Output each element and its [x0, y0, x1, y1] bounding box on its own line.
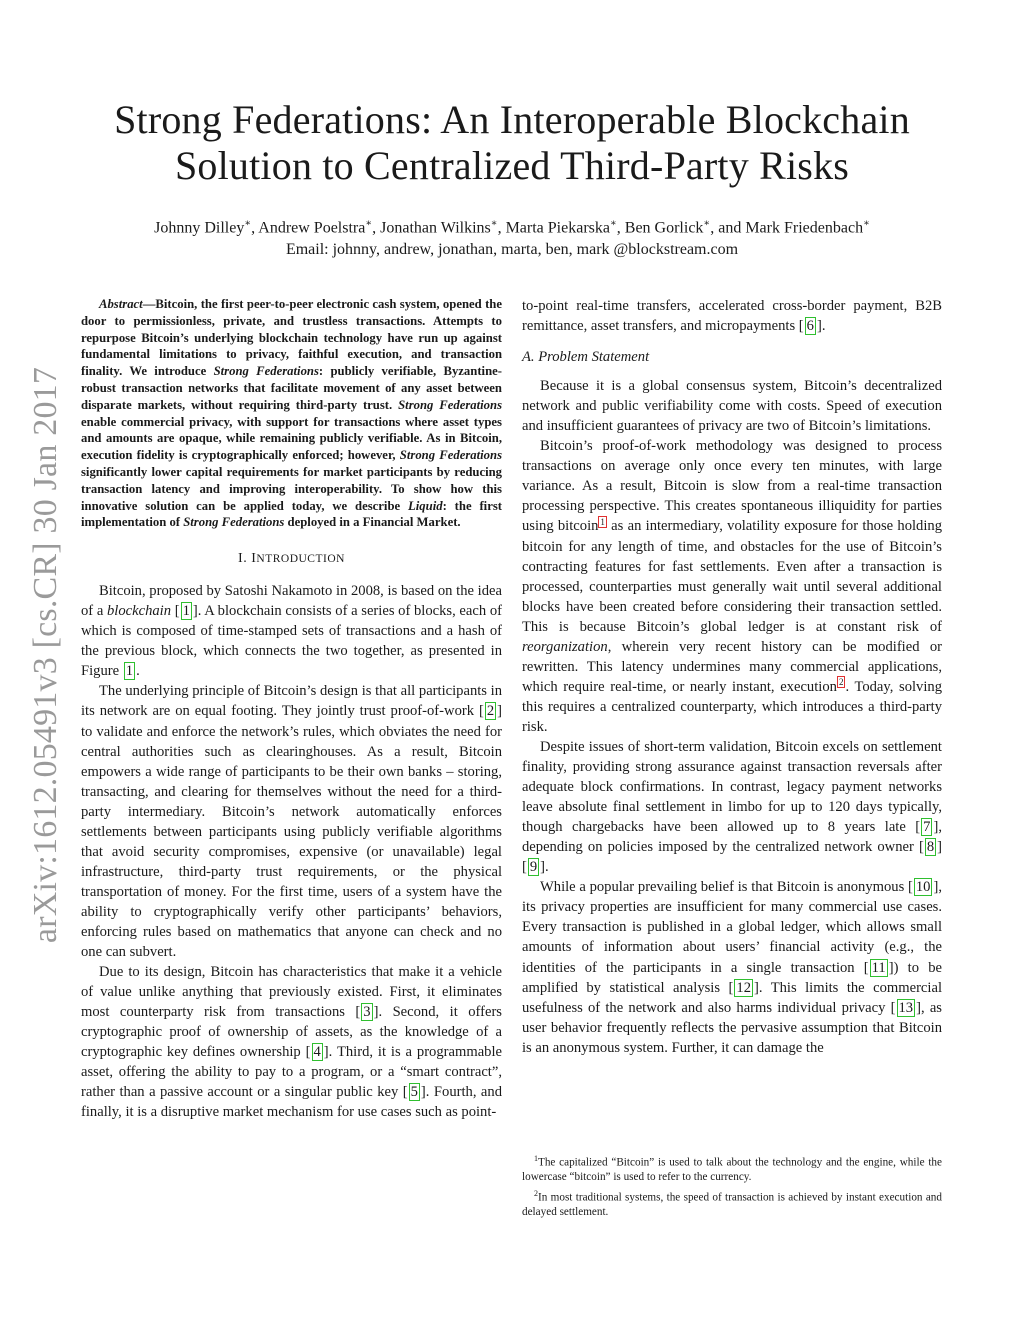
author-mark: ∗: [365, 218, 373, 229]
text-run: , as user behavior frequently reflects the pervasive assumption that Bitcoin is an anonymous system. Further, it can damage the: [522, 999, 942, 1056]
text-run: Bitcoin, proposed by Satoshi Nakamoto in 2008, is based on the idea of a: [81, 583, 502, 620]
abstract-text: Bitcoin, the first peer-to-peer electronic cash system, opened the door to permissionless, private, and trustless transactions. Attempts to repurpose Bitcoin’s underlying blockchain technology have run up against fundamental limitations to privacy, faithful execution, and transaction finality. We introduce: [81, 297, 502, 379]
citation-link[interactable]: 10: [915, 879, 931, 896]
author-mark: ∗: [490, 218, 498, 229]
author-name: Jonathan Wilkins: [380, 219, 491, 237]
citation-link[interactable]: 7: [923, 819, 931, 836]
title-line-2: Solution to Centralized Third-Party Risks: [174, 143, 850, 188]
author-mark: ∗: [703, 218, 711, 229]
citation-link[interactable]: 5: [410, 1084, 418, 1101]
text-run: , its privacy properties are insufficient for many commercial use cases. Every transaction is published in a global ledger, which allows small amounts of information about users’ financial activity (e.g., the identities of the participants in a single transaction: [522, 879, 942, 976]
abstract-text: deployed in a Financial Market.: [284, 515, 461, 530]
text-run: to-point real-time transfers, accelerated cross-border payment, B2B remittance, asset transfers, and micropayments: [522, 298, 942, 335]
paper-title: [90, 97, 934, 189]
text-run: as an intermediary, volatility exposure for those holding bitcoin for any length of time, and obstacles for the use of Bitcoin’s contracting features for fast settlements. Even after a transaction is processed, counterparties must generally wait until several additional blocks have been created before considering their transaction settled. This is because Bitcoin’s global ledger is at constant risk of: [522, 518, 942, 635]
section-heading-introduction: [81, 549, 502, 569]
text-run: .: [545, 859, 549, 876]
author-mark: ∗: [863, 218, 870, 229]
arxiv-identifier: arXiv:1612.05491v3 [cs.CR] 30 Jan 2017: [27, 366, 64, 944]
problem-paragraph-1: Because it is a global consensus system, Bitcoin’s decentralized network and public verifiability come with costs. Speed of execution and insufficient guarantees of privacy are two of Bitcoin’s limitations.: [522, 378, 942, 435]
abstract-text: enable commercial privacy, with support for transactions where asset types and amounts are opaque, while remaining publicly verifiable. As in Bitcoin, execution fidelity is cryptographically enforced; however,: [81, 414, 502, 463]
footnotes: [522, 1152, 942, 1222]
intro-paragraph-3: Due to its design, Bitcoin has characteristics that make it a vehicle of value unlike anything that previously existed. First, it eliminates most counterparty risk from transactions [ 3 ]. Second, it offers cryptographic proof of ownership of assets, as the knowledge of a cryptographic key defines ownership [ 4 ]. Third, it is a programmable asset, offering the ability to pay to a program, or a “smart contract”, rather than a passive account or a singular public key [ 5 ]. Fourth, and finally, it is a disruptive market mechanism for use cases such as point-: [81, 964, 503, 1121]
text-run: While a popular prevailing belief is that Bitcoin is anonymous: [540, 879, 908, 896]
author-name: Marta Piekarska: [505, 219, 610, 237]
text-run: . Fourth, and finally, it is a disruptive market mechanism for use cases such as point-: [81, 1084, 503, 1121]
right-column: [522, 296, 942, 1058]
footnote-1: [522, 1152, 942, 1185]
text-run: . Third, it is a programmable asset, offering the ability to pay to a program, or a “smart contract”, rather than a passive account or a singular public key: [81, 1044, 502, 1101]
text-run: Bitcoin’s proof-of-work methodology was designed to process transactions on average only once every ten minutes, with large variance. As a result, Bitcoin is slow from a real-time transaction processing perspective. This creates spontaneous illiquidity for parties using bitcoin: [522, 438, 942, 535]
text-run: .: [821, 318, 826, 335]
citation-link[interactable]: 4: [313, 1044, 321, 1061]
text-run: to validate and enforce the network’s rules, which obviates the need for central authorities such as clearinghouses. As a result, Bitcoin empowers a wide range of participants to be their own banks – storing, transacting, and clearing for themselves without the need for a third-party intermediary. Bitcoin’s network automatically enforces settlements between participants using publicly verifiable algorithms that avoid security compromises, expensive (or unavailable) legal infrastructure, third-party trust requirements, or the physical transportation of money. For the first time, users of a system have the ability to cryptographically verify other participants’ behaviors, enforcing rules based on mathematics that anyone can check and no one can subvert.: [81, 723, 502, 961]
abstract-emphasis: Strong Federations: [399, 448, 503, 463]
citation-link[interactable]: 3: [363, 1004, 371, 1021]
continued-paragraph: to-point real-time transfers, accelerated cross-border payment, B2B remittance, asset transfers, and micropayments [ 6 ].: [522, 298, 942, 335]
text-run: .: [136, 663, 140, 680]
footnote-2: [522, 1187, 942, 1220]
section-number: I.: [238, 551, 248, 567]
section-title-rest: NTRODUCTION: [256, 553, 345, 566]
author-block: [80, 213, 944, 261]
author-conjunction: and: [718, 219, 742, 237]
abstract-emphasis: Strong Federations: [183, 515, 285, 530]
abstract-emphasis: Strong Federations: [398, 397, 503, 412]
text-run: ) to be amplified by statistical analysis: [522, 959, 942, 996]
author-mark: ∗: [609, 218, 617, 229]
left-column: [81, 296, 502, 1122]
footnote-link[interactable]: 1: [600, 516, 605, 527]
abstract-emphasis: Strong Federations: [213, 364, 319, 379]
text-run: The underlying principle of Bitcoin’s design is that all participants in its network are on equal footing. They jointly trust proof-of-work: [81, 683, 502, 720]
footnote-link[interactable]: 2: [838, 676, 844, 687]
figure-link[interactable]: 1: [125, 663, 134, 680]
problem-paragraph-4: While a popular prevailing belief is that Bitcoin is anonymous [ 10 ], its privacy properties are insufficient for many commercial use cases. Every transaction is published in a global ledger, which allows small amounts of information about users’ financial activity (e.g., the identities of the participants in a single transaction [ 11 ]) to be amplified by statistical analysis [ 12 ]. This limits the commercial usefulness of the network and also harms individual privacy [ 13 ], as user behavior frequently reflects the pervasive assumption that Bitcoin is an anonymous system. Further, it can damage the: [522, 879, 942, 1056]
abstract: [81, 296, 502, 531]
italic-term: blockchain: [107, 603, 172, 620]
footnote-number: 2: [534, 1188, 538, 1198]
citation-link[interactable]: 12: [736, 979, 751, 996]
author-name: Mark Friedenbach: [745, 219, 864, 237]
text-run: Due to its design, Bitcoin has characteristics that make it a vehicle of value unlike anything that previously existed. First, it eliminates most counterparty risk from transactions: [81, 964, 502, 1021]
author-name: Johnny Dilley: [154, 219, 245, 237]
abstract-emphasis: Liquid: [408, 498, 443, 513]
problem-paragraph-2: [522, 436, 942, 737]
text-run: , wherein very recent history can be modified or rewritten. This latency undermines many commercial applications, which require real-time, or nearly instant, execution: [522, 638, 942, 695]
intro-paragraph-1: Bitcoin, proposed by Satoshi Nakamoto in 2008, is based on the idea of a blockchain [ 1 ]. A blockchain consists of a series of blocks, each of which is composed of time-stamped sets of transactions and a hash of the previous block, which connects the two together, as presented in Figure 1 .: [81, 583, 502, 680]
text-run: . This limits the commercial usefulness of the network and also harms individual privacy: [522, 979, 942, 1016]
italic-term: reorganization: [522, 638, 608, 655]
subsection-heading-problem-statement: A. Problem Statement: [522, 349, 650, 366]
author-name: Ben Gorlick: [624, 219, 704, 237]
abstract-text: : the first implementation of: [81, 498, 502, 530]
text-run: Despite issues of short-term validation, Bitcoin excels on settlement finality, providing strong assurance against transaction reversals after adequate block confirmations. In contrast, legacy payment networks leave absolute final settlement in limbo for up to 120 days typically, though chargebacks have been allowed up to 8 years late: [522, 738, 942, 836]
text-run: , depending on policies imposed by the centralized network owner: [522, 819, 942, 856]
arxiv-sidebar: [2, 360, 90, 950]
abstract-dash: —: [142, 297, 156, 311]
citation-link[interactable]: 9: [529, 859, 538, 876]
text-run: . Second, it offers cryptographic proof of ownership of assets, as the knowledge of a cryptographic key defines ownership: [81, 1004, 502, 1061]
author-name: Andrew Poelstra: [258, 219, 366, 237]
abstract-label: Abstract: [99, 297, 143, 311]
footnote-text: The capitalized “Bitcoin” is used to talk about the technology and the engine, while the lowercase “bitcoin” is used to refer to the currency.: [522, 1156, 942, 1184]
footnote-text: In most traditional systems, the speed of transaction is achieved by instant execution and delayed settlement.: [522, 1191, 942, 1219]
citation-link[interactable]: 6: [806, 318, 814, 335]
abstract-text: significantly lower capital requirements for market participants by reducing transaction latency and improving interoperability. To show how this innovative solution can be applied today, we describe: [81, 464, 502, 513]
title-line-1: Strong Federations: An Interoperable Blockchain: [114, 97, 910, 142]
footnote-number: 1: [534, 1154, 538, 1163]
citation-link[interactable]: 8: [926, 839, 935, 856]
section-title-initial: I: [251, 551, 257, 567]
text-run: . Today, solving this requires a centralized counterparty, which introduces a third-party risk.: [522, 678, 942, 735]
citation-link[interactable]: 2: [486, 703, 495, 720]
intro-paragraph-2: The underlying principle of Bitcoin’s design is that all participants in its network are on equal footing. They jointly trust proof-of-work [ 2 ] to validate and enforce the network’s rules, which obviates the need for central authorities such as clearinghouses. As a result, Bitcoin empowers a wide range of participants to be their own banks – storing, transacting, and clearing for themselves without the need for a third-party intermediary. Bitcoin’s network automatically enforces settlements between participants using publicly verifiable algorithms that avoid security compromises, expensive (or unavailable) legal infrastructure, third-party trust requirements, or the physical transportation of money. For the first time, users of a system have the ability to cryptographically verify other participants’ behaviors, enforcing rules based on mathematics that anyone can check and no one can subvert.: [81, 683, 502, 961]
abstract-text: : publicly verifiable, Byzantine-robust transaction networks that facilitate movement of any asset between disparate markets, without requiring third-party trust.: [81, 364, 502, 412]
author-email: Email: johnny, andrew, jonathan, marta, ben, mark @blockstream.com: [285, 241, 739, 259]
citation-link[interactable]: 11: [871, 959, 886, 976]
citation-link[interactable]: 13: [898, 999, 914, 1016]
author-mark: ∗: [244, 218, 252, 229]
problem-paragraph-3: Despite issues of short-term validation, Bitcoin excels on settlement finality, providing strong assurance against transaction reversals after adequate block confirmations. In contrast, legacy payment networks leave absolute final settlement in limbo for up to 120 days typically, though chargebacks have been allowed up to 8 years late [ 7 ], depending on policies imposed by the centralized network owner [ 8 ] [ 9 ].: [522, 738, 942, 876]
text-run: . A blockchain consists of a series of blocks, each of which is composed of time-stamped sets of transactions and a hash of the previous block, which connects the two together, as presented in Figure: [81, 603, 502, 680]
author-list: Johnny Dilley∗, Andrew Poelstra∗, Jonathan Wilkins∗, Marta Piekarska∗, Ben Gorlick∗, and Mark Friedenbach∗: [154, 218, 870, 237]
citation-link[interactable]: 1: [182, 603, 190, 620]
